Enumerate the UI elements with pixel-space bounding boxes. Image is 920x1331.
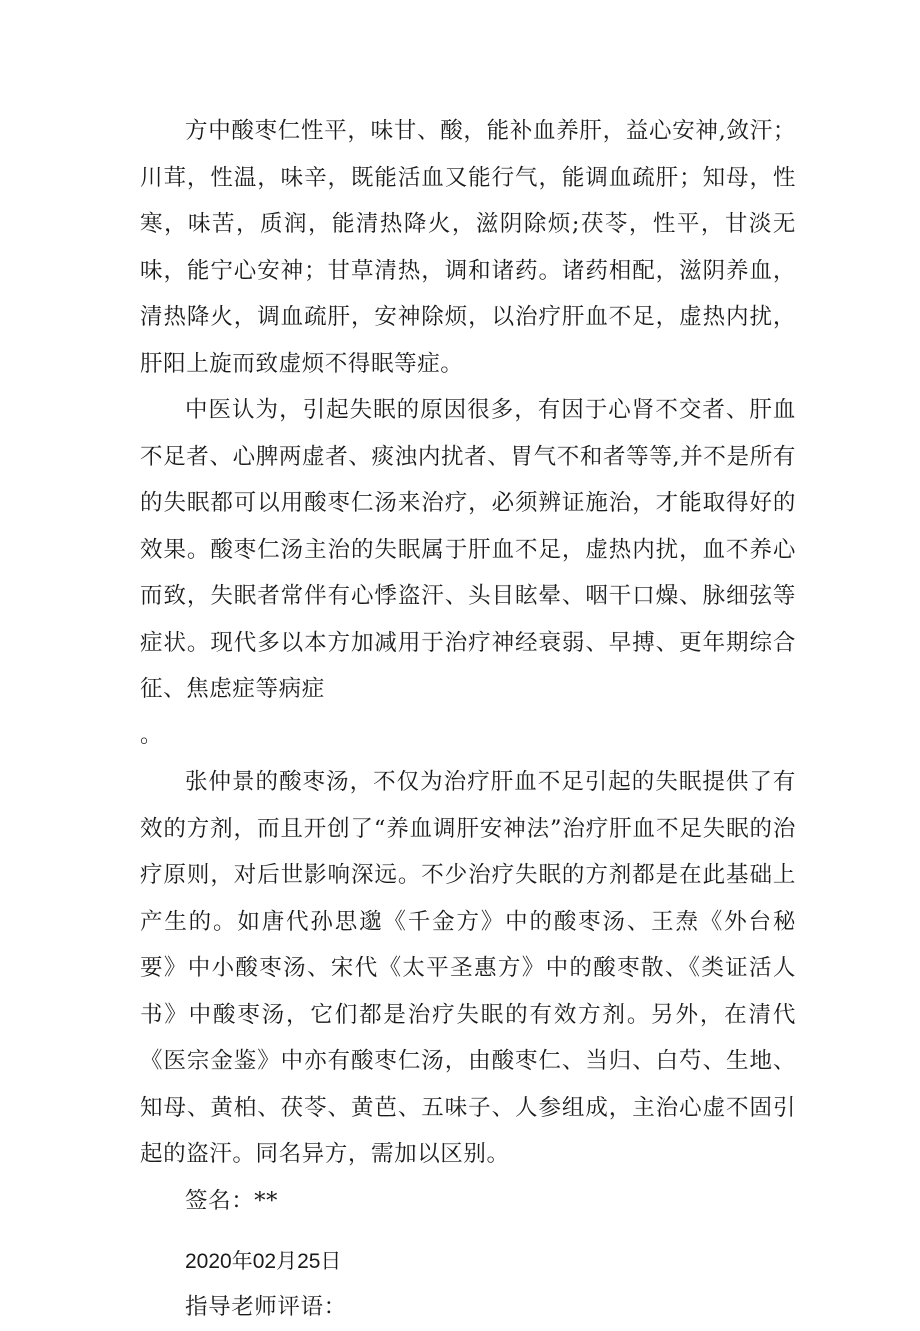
date-line: 2020年02月25日	[185, 1250, 342, 1273]
document-page	[140, 108, 796, 1331]
paragraph-prescription-analysis: 方中酸枣仁性平，味甘、酸，能补血养肝，益心安神,敛汗；川茸，性温，味辛，既能活血又能行气，能调血疏肝；知母，性寒，味苦，质润，能清热降火，滋阴除烦;茯苓，性平，甘淡无味，能宁心安神；甘草清热，调和诸药。诸药相配，滋阴养血，清热降火，调血疏肝，安神除烦，以治疗肝血不足，虚热内扰，肝阳上旋而致虚烦不得眠等症。	[140, 118, 796, 377]
stray-period: 。	[140, 722, 163, 748]
paragraph-insomnia-causes: 中医认为，引起失眠的原因很多，有因于心肾不交者、肝血不足者、心脾两虚者、痰浊内扰者、胃气不和者等等,并不是所有的失眠都可以用酸枣仁汤来治疗，必须辨证施治，才能取得好的效果。酸枣仁汤主治的失眠属于肝血不足，虚热内扰，血不养心而致，失眠者常伴有心悸盗汗、头目眩晕、咽干口燥、脉细弦等症状。现代多以本方加减用于治疗神经衰弱、早搏、更年期综合征、焦虑症等病症	[140, 397, 796, 702]
signature-line: 签名：**	[185, 1187, 279, 1214]
paragraph-historical-formulas: 张仲景的酸枣汤，不仅为治疗肝血不足引起的失眠提供了有效的方剂，而且开创了“养血调肝安神法”治疗肝血不足失眠的治疗原则，对后世影响深远。不少治疗失眠的方剂都是在此基础上产生的。如唐代孙思邈《千金方》中的酸枣汤、王焘《外台秘要》中小酸枣汤、宋代《太平圣惠方》中的酸枣散、《类证活人书》中酸枣汤，它们都是治疗失眠的有效方剂。另外，在清代《医宗金鉴》中亦有酸枣仁汤，由酸枣仁、当归、白芍、生地、知母、黄柏、茯苓、黄芭、五味子、人参组成，主治心虚不固引起的盗汗。同名异方，需加以区别。	[140, 769, 796, 1167]
teacher-comment-label: 指导老师评语：	[185, 1294, 347, 1320]
